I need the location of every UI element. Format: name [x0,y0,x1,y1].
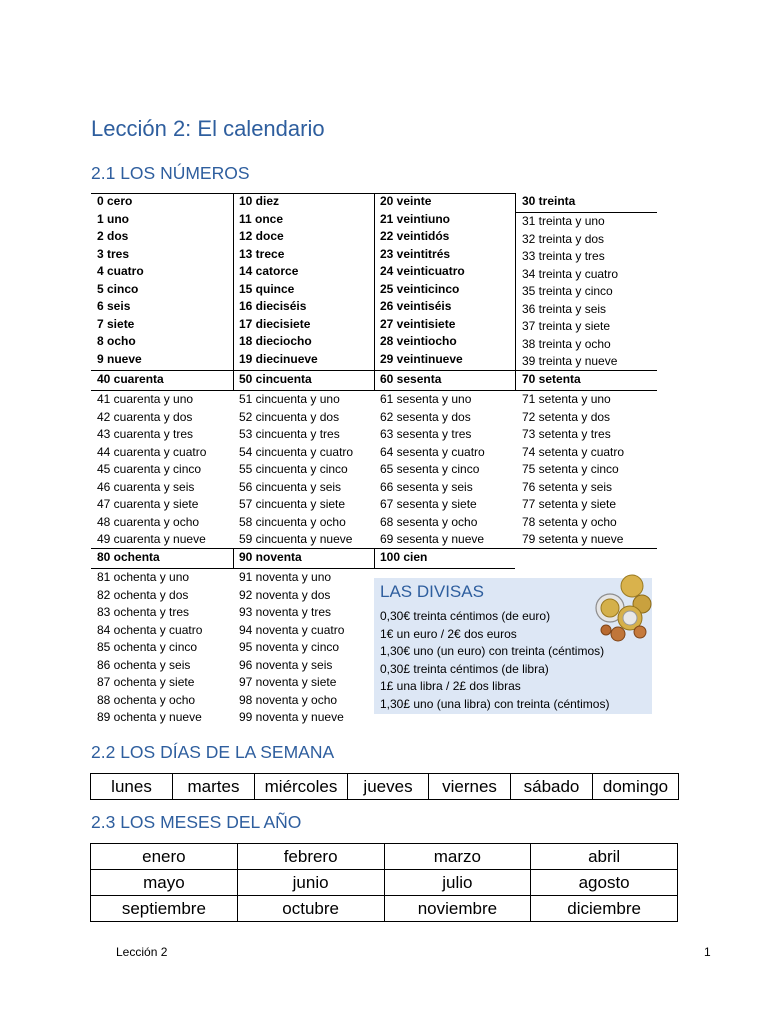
divisas-box [374,578,652,714]
number-cell: 1 uno [97,211,129,226]
number-cell: 16 dieciséis [239,299,307,313]
number-cell: 92 noventa y dos [239,587,331,602]
dia-cell: martes [173,774,255,800]
number-cell: 35 treinta y cinco [522,284,613,298]
number-cell: 58 cincuenta y ocho [239,514,346,529]
table-divider [233,193,234,370]
table-divider [374,370,375,390]
table-rule [91,390,657,391]
number-cell: 17 diecisiete [239,316,311,331]
number-cell: 69 sesenta y nueve [380,532,485,546]
mes-cell: marzo [384,844,531,870]
number-cell: 95 noventa y cinco [239,640,340,654]
number-cell: 0 cero [97,194,133,208]
dia-cell: viernes [429,774,511,800]
mes-cell: octubre [237,896,384,922]
divisas-line: 1,30£ uno (una libra) con treinta (céntimos) [380,696,610,711]
number-cell: 29 veintinueve [380,351,463,366]
euro-coins-icon [580,574,652,644]
number-cell: 33 treinta y tres [522,249,605,263]
number-cell: 77 setenta y siete [522,497,617,511]
number-cell: 99 noventa y nueve [239,710,344,724]
number-cell: 57 cincuenta y siete [239,497,346,511]
number-cell: 22 veintidós [380,229,450,243]
number-header: 50 cincuenta [239,372,312,386]
mes-cell: diciembre [531,896,678,922]
number-cell: 49 cuarenta y nueve [97,532,206,546]
number-cell: 51 cincuenta y uno [239,392,340,406]
number-cell: 6 seis [97,299,131,313]
divisas-line: 1€ un euro / 2€ dos euros [380,626,517,641]
number-cell: 44 cuarenta y cuatro [97,444,207,459]
number-cell: 88 ochenta y ocho [97,692,196,707]
divisas-title: LAS DIVISAS [380,582,484,601]
number-cell: 2 dos [97,229,129,243]
page-title: Lección 2: El calendario [91,116,325,141]
mes-cell: mayo [91,870,238,896]
number-cell: 23 veintitrés [380,246,451,261]
meses-row [91,844,678,870]
number-cell: 61 sesenta y uno [380,392,472,406]
page-number: 1 [704,945,711,959]
number-cell: 26 veintiséis [380,299,452,313]
number-cell: 94 noventa y cuatro [239,622,345,637]
number-cell: 7 siete [97,316,135,331]
number-cell: 56 cincuenta y seis [239,479,342,494]
number-cell: 28 veintiocho [380,334,457,348]
mes-cell: julio [384,870,531,896]
number-cell: 12 doce [239,229,284,243]
dia-cell: domingo [593,774,679,800]
number-cell: 43 cuarenta y tres [97,427,194,441]
table-divider [515,370,516,390]
table-rule [515,212,657,213]
number-cell: 74 setenta y cuatro [522,444,625,459]
dia-cell: miércoles [255,774,348,800]
number-cell: 55 cincuenta y cinco [239,462,348,476]
number-cell: 34 treinta y cuatro [522,266,619,281]
number-cell: 68 sesenta y ocho [380,514,478,529]
number-cell: 38 treinta y ocho [522,336,611,351]
mes-cell: enero [91,844,238,870]
number-header: 60 sesenta [380,372,442,386]
number-cell: 45 cuarenta y cinco [97,462,202,476]
meses-row [91,870,678,896]
table-divider [233,370,234,390]
number-cell: 91 noventa y uno [239,570,332,584]
number-cell: 3 tres [97,246,130,261]
number-cell: 5 cinco [97,281,139,296]
section-heading-meses: 2.3 LOS MESES DEL AÑO [91,812,302,832]
number-cell: 93 noventa y tres [239,605,332,619]
section-heading-numeros: 2.1 LOS NÚMEROS [91,163,250,183]
number-cell: 4 cuatro [97,264,144,278]
number-cell: 47 cuarenta y siete [97,497,199,511]
number-cell: 27 veintisiete [380,316,456,331]
number-cell: 53 cincuenta y tres [239,427,340,441]
mes-cell: junio [237,870,384,896]
number-cell: 96 noventa y seis [239,657,333,672]
number-cell: 73 setenta y tres [522,427,611,441]
number-header: 40 cuarenta [97,372,164,386]
number-cell: 14 catorce [239,264,299,278]
number-cell: 20 veinte [380,194,432,208]
meses-table [90,843,678,922]
number-cell: 24 veinticuatro [380,264,465,278]
dia-cell: jueves [348,774,429,800]
number-cell: 66 sesenta y seis [380,479,473,494]
table-divider [374,548,375,568]
dia-cell: sábado [511,774,593,800]
number-cell: 11 once [239,211,284,226]
number-header: 90 noventa [239,550,302,564]
number-cell: 18 dieciocho [239,334,312,348]
number-cell: 59 cincuenta y nueve [239,532,353,546]
number-header: 100 cien [380,550,428,564]
table-divider [233,548,234,568]
number-header: 30 treinta [522,194,576,208]
number-cell: 76 setenta y seis [522,479,613,494]
number-cell: 85 ochenta y cinco [97,640,198,654]
number-cell: 10 diez [239,194,280,208]
number-cell: 25 veinticinco [380,281,460,296]
number-header: 80 ochenta [97,550,160,564]
number-cell: 89 ochenta y nueve [97,710,202,724]
number-cell: 32 treinta y dos [522,231,605,246]
divisas-line: 1£ una libra / 2£ dos libras [380,679,521,693]
number-header: 70 setenta [522,372,581,386]
number-cell: 46 cuarenta y seis [97,479,195,494]
number-cell: 67 sesenta y siete [380,497,477,511]
number-cell: 97 noventa y siete [239,675,337,689]
number-cell: 65 sesenta y cinco [380,462,480,476]
number-cell: 63 sesenta y tres [380,427,472,441]
number-cell: 48 cuarenta y ocho [97,514,200,529]
mes-cell: febrero [237,844,384,870]
footer-label: Lección 2 [116,945,168,959]
number-cell: 98 noventa y ocho [239,692,338,707]
number-cell: 79 setenta y nueve [522,532,624,546]
number-cell: 62 sesenta y dos [380,409,471,424]
number-cell: 81 ochenta y uno [97,570,190,584]
number-cell: 36 treinta y seis [522,301,607,316]
number-cell: 13 trece [239,246,285,261]
table-divider [515,193,516,370]
number-cell: 39 treinta y nueve [522,354,618,368]
number-cell: 72 setenta y dos [522,409,611,424]
number-cell: 52 cincuenta y dos [239,409,340,424]
mes-cell: agosto [531,870,678,896]
number-cell: 75 setenta y cinco [522,462,619,476]
number-cell: 9 nueve [97,351,142,366]
number-cell: 42 cuarenta y dos [97,409,193,424]
divisas-line: 1,30€ uno (un euro) con treinta (céntimos) [380,644,605,658]
number-cell: 19 diecinueve [239,351,318,366]
number-cell: 31 treinta y uno [522,214,605,228]
number-cell: 82 ochenta y dos [97,587,189,602]
number-cell: 86 ochenta y seis [97,657,191,672]
number-cell: 78 setenta y ocho [522,514,617,529]
number-cell: 87 ochenta y siete [97,675,195,689]
number-cell: 64 sesenta y cuatro [380,444,485,459]
number-cell: 41 cuarenta y uno [97,392,194,406]
number-cell: 37 treinta y siete [522,319,611,333]
divisas-line: 0,30€ treinta céntimos (de euro) [380,609,551,623]
number-cell: 21 veintiuno [380,211,451,226]
table-rule [91,193,515,194]
table-rule [91,568,515,569]
mes-cell: abril [531,844,678,870]
mes-cell: noviembre [384,896,531,922]
divisas-line: 0,30£ treinta céntimos (de libra) [380,661,549,676]
section-heading-dias: 2.2 LOS DÍAS DE LA SEMANA [91,742,335,762]
meses-row [91,896,678,922]
dias-table [90,773,679,800]
number-cell: 15 quince [239,281,295,296]
number-cell: 8 ocho [97,334,136,348]
dia-cell: lunes [91,774,173,800]
number-cell: 54 cincuenta y cuatro [239,444,354,459]
mes-cell: septiembre [91,896,238,922]
table-divider [374,193,375,370]
number-cell: 83 ochenta y tres [97,605,190,619]
number-cell: 71 setenta y uno [522,392,611,406]
number-cell: 84 ochenta y cuatro [97,622,203,637]
